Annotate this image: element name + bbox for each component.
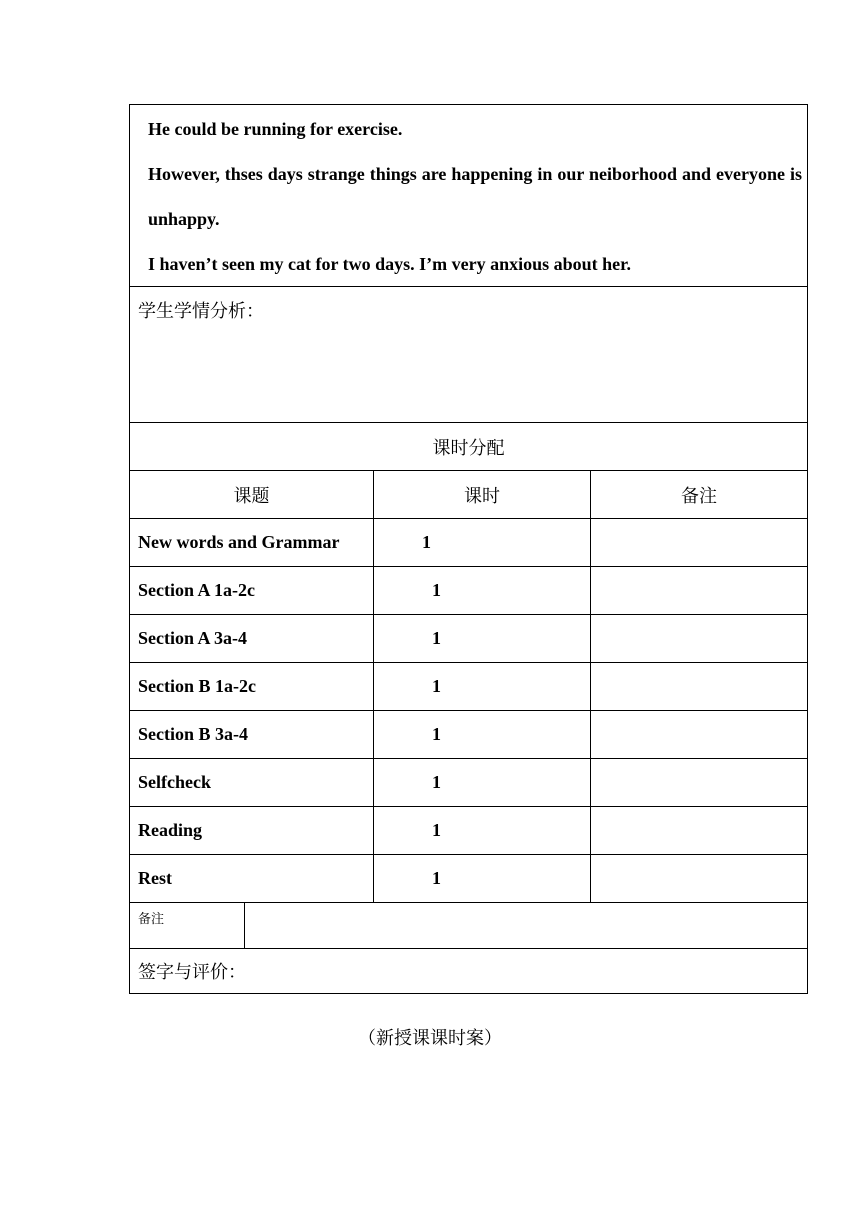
row-hours: 1 bbox=[374, 855, 591, 902]
row-topic: Section A 3a-4 bbox=[130, 615, 374, 662]
student-analysis-label: 学生学情分析： bbox=[138, 301, 264, 322]
row-hours: 1 bbox=[374, 711, 591, 758]
student-analysis-section bbox=[129, 286, 808, 422]
remarks-row bbox=[129, 902, 808, 948]
allocation-title: 课时分配 bbox=[432, 437, 505, 459]
row-hours: 1 bbox=[374, 615, 591, 662]
row-notes bbox=[591, 519, 807, 566]
table-row bbox=[129, 854, 808, 902]
row-notes bbox=[591, 855, 807, 902]
row-notes bbox=[591, 807, 807, 854]
row-hours: 1 bbox=[374, 663, 591, 710]
row-notes bbox=[591, 663, 807, 710]
signature-row bbox=[129, 948, 808, 994]
row-notes bbox=[591, 615, 807, 662]
row-topic: Rest bbox=[130, 855, 374, 902]
table-row bbox=[129, 806, 808, 854]
header-topic: 课题 bbox=[130, 471, 374, 518]
allocation-title-row bbox=[129, 422, 808, 470]
row-hours: 1 bbox=[374, 567, 591, 614]
row-topic: Section B 1a-2c bbox=[130, 663, 374, 710]
table-row bbox=[129, 758, 808, 806]
header-hours: 课时 bbox=[374, 471, 591, 518]
row-topic: Reading bbox=[130, 807, 374, 854]
table-row bbox=[129, 710, 808, 758]
row-hours: 1 bbox=[374, 807, 591, 854]
row-notes bbox=[591, 567, 807, 614]
lesson-plan-table bbox=[129, 104, 808, 994]
remarks-label: 备注 bbox=[130, 903, 245, 948]
passage-line-3: I haven’t seen my cat for two days. I’m very anxious about her. bbox=[148, 254, 631, 274]
passage-line-2: However, thses days strange things are happening in our neiborhood and everyone is unhappy. bbox=[148, 164, 802, 229]
signature-label: 签字与评价： bbox=[138, 962, 246, 983]
row-topic: Selfcheck bbox=[130, 759, 374, 806]
row-hours: 1 bbox=[374, 759, 591, 806]
table-row bbox=[129, 518, 808, 566]
table-row bbox=[129, 566, 808, 614]
table-row bbox=[129, 662, 808, 710]
table-row bbox=[129, 614, 808, 662]
row-notes bbox=[591, 759, 807, 806]
passage-line-1: He could be running for exercise. bbox=[148, 119, 403, 139]
row-topic: Section A 1a-2c bbox=[130, 567, 374, 614]
row-topic: Section B 3a-4 bbox=[130, 711, 374, 758]
header-notes: 备注 bbox=[681, 485, 717, 507]
row-hours: 1 bbox=[374, 519, 591, 566]
page-footer: （新授课课时案） bbox=[358, 1028, 502, 1049]
remarks-value bbox=[245, 903, 807, 948]
table-header-row bbox=[129, 470, 808, 518]
reading-passage bbox=[129, 104, 808, 286]
row-notes bbox=[591, 711, 807, 758]
row-topic: New words and Grammar bbox=[130, 519, 374, 566]
